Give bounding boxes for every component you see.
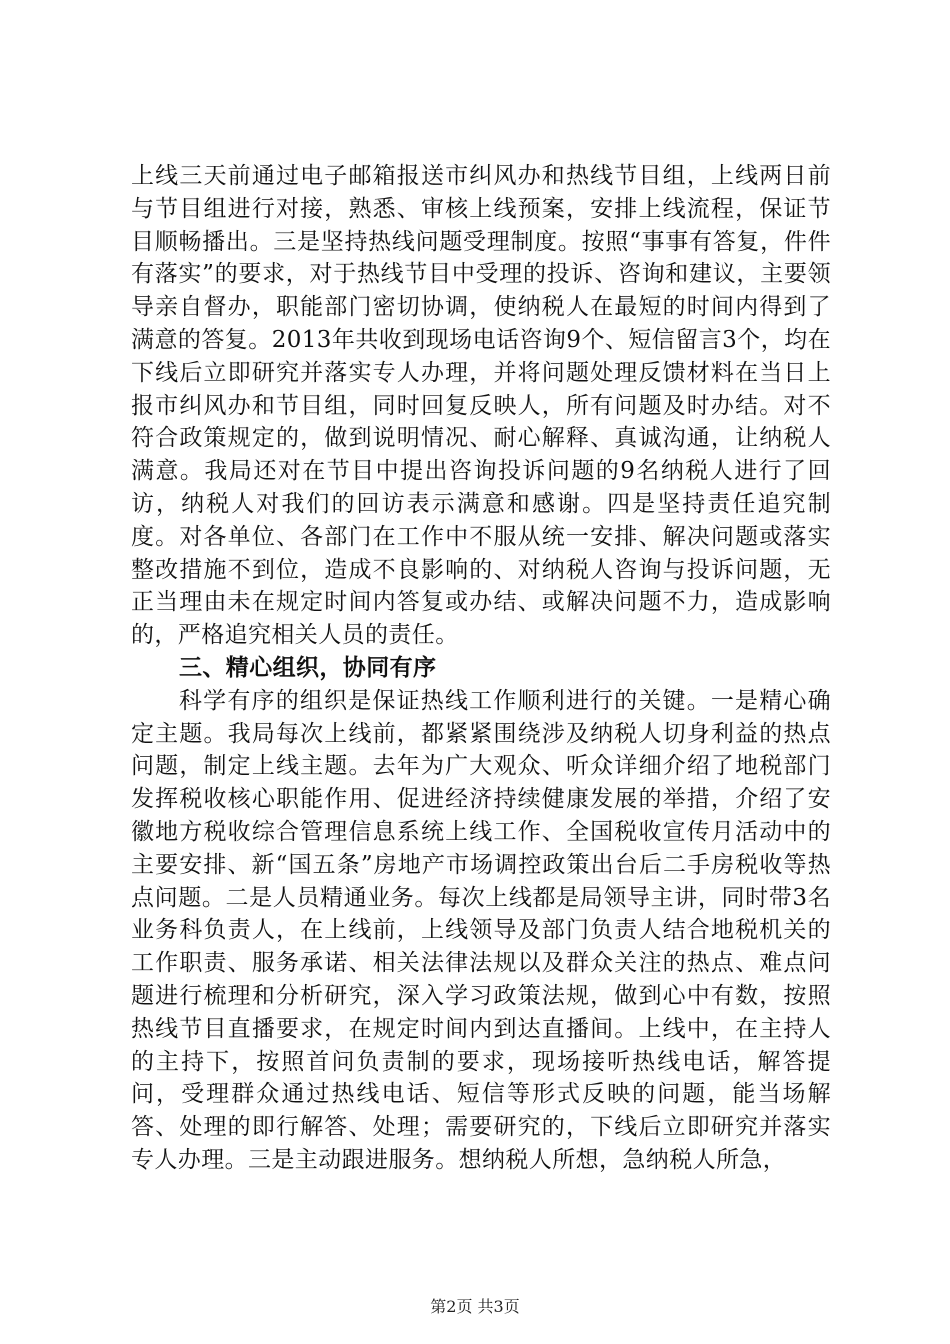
paragraph-section-three: 科学有序的组织是保证热线工作顺利进行的关键。一是精心确定主题。我局每次上线前，都紧紧围绕涉及纳税人切身利益的热点问题，制定上线主题。去年为广大观众、听众详细介绍了地税部门发挥税收核心职能作用、促进经济持续健康发展的举措，介绍了安徽地方税收综合管理信息系统上线工作、全国税收宣传月活动中的主要安排、新“国五条”房地产市场调控政策出台后二手房税收等热点问题。二是人员精通业务。每次上线都是局领导主讲，同时带3名业务科负责人，在上线前，上线领导及部门负责人结合地税机关的工作职责、服务承诺、相关法律法规以及群众关注的热点、难点问题进行梳理和分析研究，深入学习政策法规，做到心中有数，按照热线节目直播要求，在规定时间内到达直播间。上线中，在主持人的主持下，按照首问负责制的要求，现场接听热线电话，解答提问，受理群众通过热线电话、短信等形式反映的问题，能当场解答、处理的即行解答、处理；需要研究的，下线后立即研究并落实专人办理。三是主动跟进服务。想纳税人所想，急纳税人所急， (131, 687, 831, 1173)
page-footer: 第2页 共3页 (430, 1297, 520, 1316)
paragraph-continuation: 上线三天前通过电子邮箱报送市纠风办和热线节目组，上线两日前与节目组进行对接，熟悉、审核上线预案，安排上线流程，保证节目顺畅播出。三是坚持热线问题受理制度。按照“事事有答复，件件有落实”的要求，对于热线节目中受理的投诉、咨询和建议，主要领导亲自督办，职能部门密切协调，使纳税人在最短的时间内得到了满意的答复。2013年共收到现场电话咨询9个、短信留言3个，均在下线后立即研究并落实专人办理，并将问题处理反馈材料在当日上报市纠风办和节目组，同时回复反映人，所有问题及时办结。对不符合政策规定的，做到说明情况、耐心解释、真诚沟通，让纳税人满意。我局还对在节目中提出咨询投诉问题的9名纳税人进行了回访，纳税人对我们的回访表示满意和感谢。四是坚持责任追究制度。对各单位、各部门在工作中不服从统一安排、解决问题或落实整改措施不到位，造成不良影响的、对纳税人咨询与投诉问题，无正当理由未在规定时间内答复或办结、或解决问题不力，造成影响的，严格追究相关人员的责任。 (131, 163, 831, 649)
section-heading: 三、精心组织，协同有序 (179, 653, 437, 681)
document-body (131, 160, 831, 1177)
